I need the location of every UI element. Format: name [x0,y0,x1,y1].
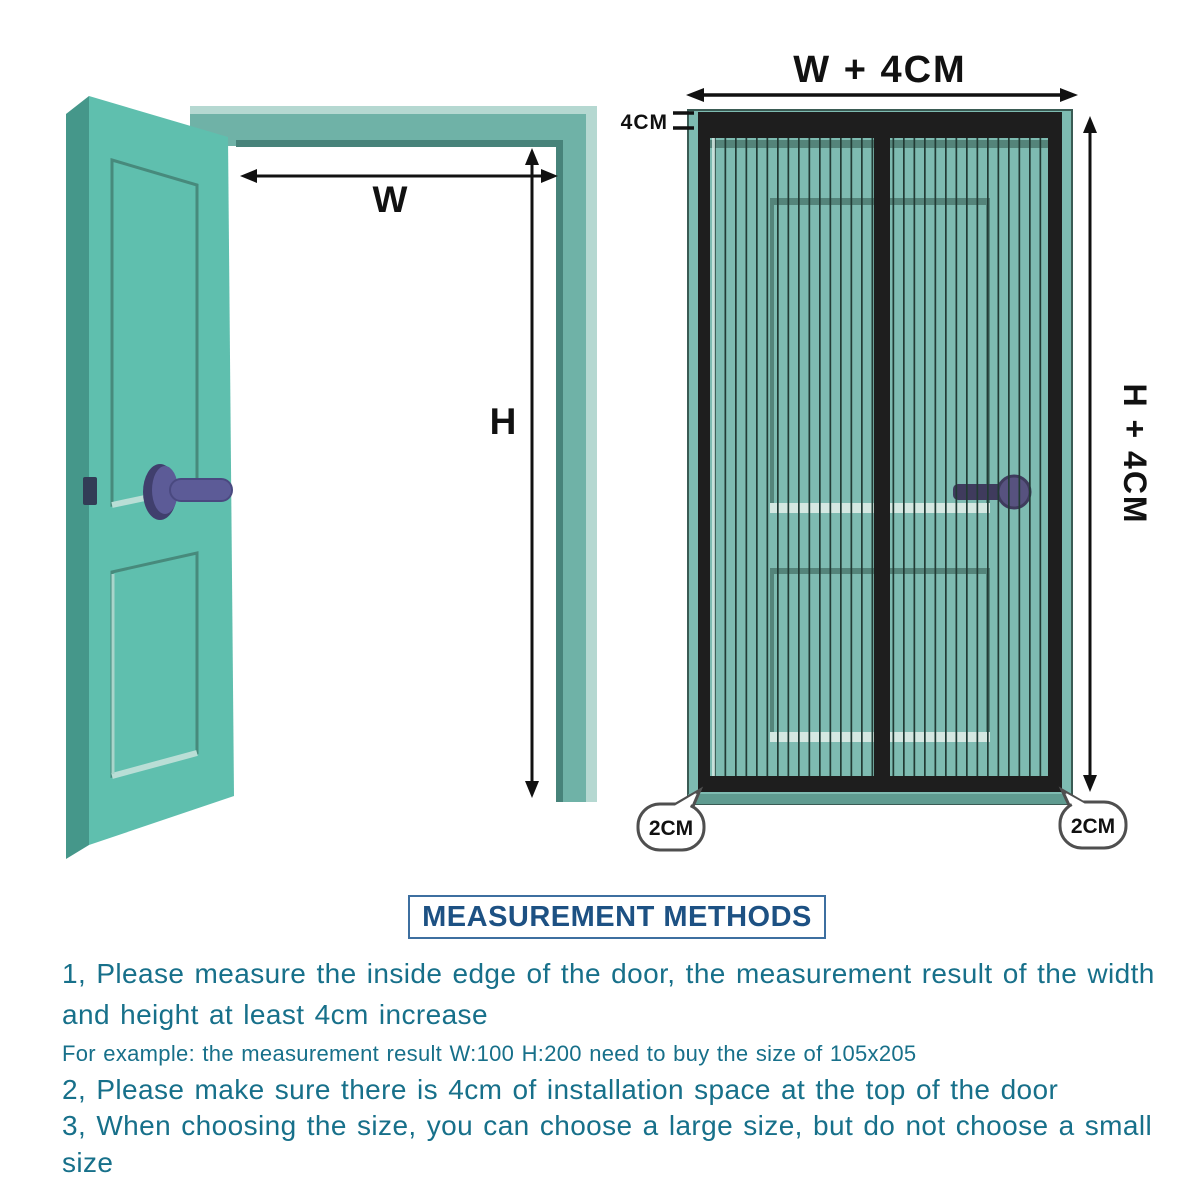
screen-door-figure [621,49,1153,850]
frame-right-highlight [585,106,597,802]
door-top-panel [112,160,197,505]
door-leaf [66,96,234,859]
frame-top-inner-shadow [236,140,556,147]
mesh-center-strip [874,112,890,790]
bottom-right-clearance-label: 2CM [1070,815,1116,838]
door-latch [83,477,97,505]
bottom-left-clearance-bubble [638,790,704,850]
page-title: MEASUREMENT METHODS [422,900,812,933]
door-bottom-panel [112,553,197,776]
screen-door-bottom-shadow [688,794,1072,804]
side-height-label: H + 4CM [1117,383,1153,525]
instruction-step1-line1: 1, Please measure the inside edge of the door, the measurement result of the width [62,958,1155,989]
bottom-right-clearance-bubble [1060,790,1126,848]
title-box [408,895,826,939]
frame-right-inner-shadow [556,140,563,802]
instruction-step2: 2, Please make sure there is 4cm of installation space at the top of the door [62,1074,1059,1105]
arrowhead-top [1083,116,1097,133]
instruction-step3-line1: 3, When choosing the size, you can choose a large size, but do not choose a small [62,1110,1153,1141]
instruction-step1-line2: and height at least 4cm increase [62,999,488,1030]
top-clearance-label: 4CM [620,111,668,134]
arrowhead-left [240,169,257,183]
height-label: H [489,401,517,442]
arrowhead-bottom [1083,775,1097,792]
mesh-right-strip [1048,112,1062,790]
height-arrow [525,148,539,798]
mesh-left-strip [698,112,710,790]
mesh-bottom-bar [698,776,1062,792]
instruction-example: For example: the measurement result W:100 H:200 need to buy the size of 105x205 [62,1041,917,1066]
arrowhead-top [525,148,539,165]
arrowhead-right [541,169,558,183]
arrowhead-left [686,88,704,102]
instruction-step3-line2: size [62,1147,114,1178]
side-height-arrow [1083,116,1097,792]
mesh-left-light-line [712,136,715,778]
open-door-figure [66,96,597,859]
width-label: W [372,179,408,220]
width-plus-label: W + 4CM [793,49,967,91]
bottom-left-clearance-label: 2CM [648,817,694,840]
arrowhead-bottom [525,781,539,798]
arrowhead-right [1060,88,1078,102]
